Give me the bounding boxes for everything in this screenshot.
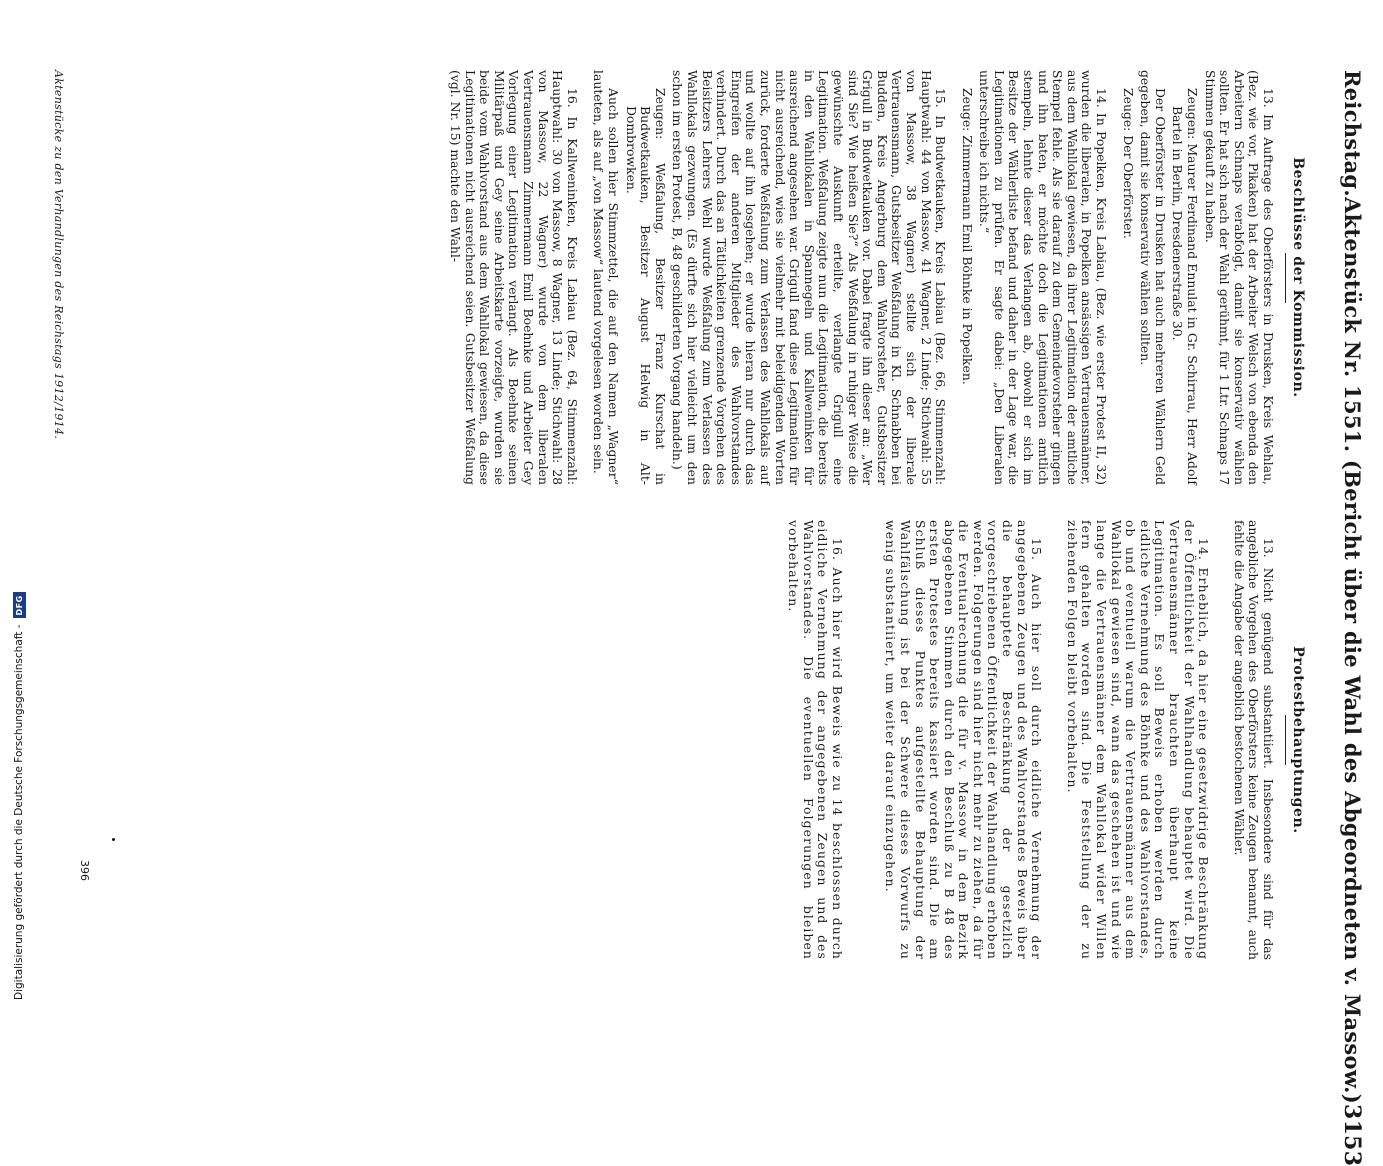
left-column xyxy=(68,70,1308,485)
left-paragraph-13: 13. Im Auftrage des Oberförsters in Drusken, Kreis Wehlau, (Bez. wie vor, Pikaken) hat der Arbeiter Welsch von ebenda den Arbeitern Schnaps verabfolgt, damit sie konservativ wählen sollten. Er hat sich nach der Wahl gerühmt, für 1 Ltr. Schnaps 17 Stimmen gekauft zu haben. xyxy=(1202,70,1276,485)
left-paragraph-13-note-witness: Zeuge: Der Oberförster. xyxy=(1120,88,1136,239)
right-paragraph-13: 13. Nicht genügend substantiiert. Insbesondere sind für das angebliche Vorgehen des Oberförsters keine Zeugen benannt, auch fehlte die Angabe der angeblich bestochenen Wähler. xyxy=(1231,520,1276,960)
right-paragraph-14: 14. Erheblich, da hier eine gesetzwidrige Beschränkung der Öffentlichkeit der Wahlhandlung behauptet wird. Die Vertrauensmänner brauchten überhaupt keine Legitimation. Es soll Beweis erhoben werden durch eidliche Vernehmung des Böhnke und des Wahlvorstandes, ob und eventuell warum die Vertrauensmänner aus dem Wahllokal gewiesen sind, wann das geschehen ist und wie lange die Vertrauensmänner dem Wahllokal wider Willen fern gehalten worden sind. Die Feststellung der zu ziehenden Folgen bleibt vorbehalten. xyxy=(1064,520,1212,960)
left-paragraph-13-witnesses: Zeugen: Maurer Ferdinand Ennulat in Gr. Schirrau, Herr Adolf Bartel in Berlin, Dresdenerstraße 30. xyxy=(1170,88,1201,485)
ink-dot xyxy=(112,838,115,841)
header-title: Aktenstück Nr. 1551. (Bericht über die Wahl des Abgeordneten v. Massow.) xyxy=(1340,196,1365,1104)
bottom-page-number: 396 xyxy=(78,860,91,881)
left-paragraph-16: 16. In Kallweninken, Kreis Labiau (Bez. 64, Stimmenzahl: Hauptwahl: 30 von Massow, 8 Wagner, 13 Linde; Stichwahl: 28 von Massow, 22 Wagner) wurde von dem liberalen Vertrauensmann Zimmermann Emil Boehnke und Arbeiter Gey Vorlegung einer Legitimation verlangt. Als Boehnke seinen Militärpaß und Gey seine Arbeitskarte vorzeigte, wurden sie beide vom Wahlvorstand aus dem Wahllokal gewiesen, da diese Legitimationen nicht ausreichend seien. Gutsbesitzer Weßfalung (vgl. Nr. 15) machte den Wahl- xyxy=(448,70,580,485)
running-header xyxy=(1325,70,1365,1166)
right-paragraph-15: 15. Auch hier soll durch eidliche Vernehmung der angegebenen Zeugen und des Wahlvorstandes Beweis über die behauptete Beschränkung der gesetzlich vorgeschriebenen Öffentlichkeit der Wahlhandlung erhoben werden. Folgerungen sind hier nicht mehr zu ziehen, da für die Eventualrechnung die für v. Massow in dem Bezirk abgegebenen Stimmen durch den Beschluß zu B 48 des ersten Protestes bereits kassiert worden sind. Die am Schluß dieses Punktes aufgestellte Behauptung der Wahlfälschung ist bei der Schwere dieses Vorwurfs zu wenig substantiiert, um weiter darauf einzugehen. xyxy=(883,520,1045,960)
dfg-logo: DFG xyxy=(13,592,26,618)
left-paragraph-14: 14. In Popelken, Kreis Labiau, (Bez. wie erster Protest II, 32) wurden die liberalen, in Popelken ansässigen Vertrauensmänner, aus dem Wahllokal gewiesen, da ihrer Legitimation der amtliche Stempel fehle. Als sie darauf zu dem Gemeindevorsteher gingen und ihn baten, er möchte doch die Legitimationen amtlich stempeln, lehnte dieser das Verlangen ab, obwohl er sich im Besitze der Wählerliste befand und daher in der Lage war, die Legitimationen zu prüfen. Er sagte dabei: „Den Liberalen unterschreibe ich nichts.“ xyxy=(977,70,1110,485)
left-heading-rule xyxy=(1285,253,1286,303)
right-paragraph-16: 16. Auch hier wird Beweis wie zu 14 beschlossen durch eidliche Vernehmung der angegebenen Zeugen und des Wahlvorstandes. Die eventuellen Folgerungen bleiben vorbehalten. xyxy=(785,520,845,960)
right-column-heading: Protestbehauptungen. xyxy=(1290,646,1306,834)
right-column xyxy=(68,520,1308,960)
left-paragraph-13-note: Der Oberförster in Drusken hat auch mehreren Wählern Geld gegeben, damit sie konservativ wählen sollten. xyxy=(1138,70,1168,485)
left-paragraph-14-witness: Zeuge: Zimmermann Emil Böhnke in Popelken. xyxy=(959,88,975,385)
left-paragraph-15-note: Auch sollen hier Stimmzettel, die auf den Namen „Wagner“ lauteten, als auf „von Massow“ lautend vorgelesen worden sein. xyxy=(591,70,622,485)
left-paragraph-15: 15. In Budwetkauken, Kreis Labiau (Bez. 66, Stimmenzahl: Hauptwahl: 44 von Massow, 41 Wagner, 2 Linde; Stichwahl: 55 von Massow, 38 Wagner) stellte sich der liberale Vertrauensmann, Gutsbesitzer Weßfalung in Kl. Schnabben bei Budden, Kreis Angerburg dem Wahlvorsteher, Gutsbesitzer Grigull in Budwetkauken vor. Dabei fragte ihn dieser an: „Wer sind Sie? Wie heißen Sie?“ Als Weßfalung in ruhiger Weise die gewünschte Auskunft erteilte, verlangte Grigull eine Legitimation. Weßfalung zeigte nun die Legitimation, die bereits in den Wahllokalen in Spannegeln und Kallweninken für ausreichend angesehen war. Grigull fand diese Legitimation für nicht ausreichend, wies sie vielmehr mit beleidigenden Worten zurück, forderte Weßfalung zum Verlassen des Wahllokals auf und wollte auf ihn losgehen; er wurde hieran nur durch das Eingreifen der anderen Mitglieder des Wahlvorstandes verhindert. Durch das an Tätlichkeiten grenzende Vorgehen des Beisitzers Lehrers Wehl wurde Weßfalung zum Verlassen des Wahllokals gezwungen. (Es dürfte sich hier vielleicht um den schon im ersten Protest, B, 48 geschilderten Vorgang handeln.) xyxy=(670,70,949,485)
right-heading-rule xyxy=(1285,715,1286,765)
header-page-number: 3153 xyxy=(1339,1103,1365,1166)
left-column-heading: Beschlüsse der Kommission. xyxy=(1290,157,1306,398)
footer-note: Aktenstücke zu den Verhandlungen des Reichstags 1912/1914. xyxy=(52,70,65,440)
header-left: Reichstag. xyxy=(1340,70,1365,197)
digitization-credit-text: Digitalisierung gefördert durch die Deutsche Forschungsgemeinschaft - xyxy=(13,624,25,1000)
left-paragraph-15-witnesses: Zeugen: Weßfalung, Besitzer Franz Kurschat in Budwetkauken, Besitzer August Helwig in Alt-Dombrowken. xyxy=(623,88,668,485)
